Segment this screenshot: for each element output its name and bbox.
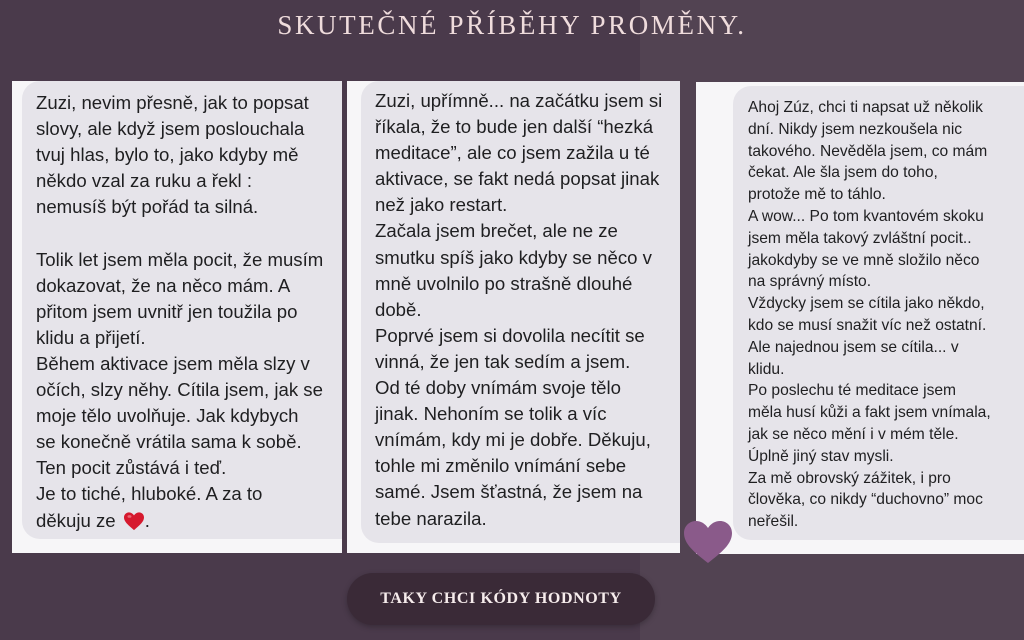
testimonial-body: Zuzi, nevim přesně, jak to popsat slovy, ale když jsem poslouchala tvuj hlas, bylo to, jako kdyby mě někdo vzal za ruku a řekl : nemusíš být pořád ta silná. Tolik let jsem měla pocit, že musím dokazovat, že na něco mám. A přitom jsem uvnitř jen toužila po klidu a přijetí. Během aktivace jsem měla slzy v očích, slzy něhy. Cítila jsem, jak se moje tělo uvolňuje. Jak kdybych se konečně vrátila sama k sobě. Ten pocit zůstává i teď. Je to tiché, hluboké. A za to děkuju ze bbox=[36, 92, 324, 531]
page-title: SKUTEČNÉ PŘÍBĚHY PROMĚNY. bbox=[277, 10, 747, 40]
testimonial-card bbox=[347, 81, 680, 553]
red-heart-icon bbox=[123, 511, 145, 538]
testimonial-text: Ahoj Zúz, chci ti napsat už několik dní. Nikdy jsem nezkoušela nic takového. Nevěděla jsem, co mám čekat. Ale šla jsem do toho, protože mě to táhlo. A wow... Po tom kvantovém skoku jsem měla takový zvláštní pocit.. jakokdyby se ve mně složilo něco na správný místo. Vždycky jsem se cítila jako někdo, kdo se musí snažit víc než ostatní. Ale najednou jsem se cítila... v klidu. Po poslechu té meditace jsem měla husí kůži a fakt jsem vnímala, jak se něco mění i v mém těle. Úplně jiný stav mysli. Za mě obrovský zážitek, i pro člověka, co nikdy “duchovno” moc neřešil. bbox=[748, 99, 991, 531]
testimonial-end-mark: . bbox=[144, 509, 150, 531]
testimonial-card bbox=[12, 81, 342, 553]
testimonial-text bbox=[36, 90, 323, 538]
purple-heart-icon bbox=[682, 519, 734, 565]
cta-button[interactable]: TAKY CHCI KÓDY HODNOTY bbox=[347, 573, 655, 625]
testimonial-text: Zuzi, upřímně... na začátku jsem si říkala, že to bude jen další “hezká meditace”, ale co jsem zažila u té aktivace, se fakt nedá popsat jinak než jako restart. Začala jsem brečet, ale ne ze smutku spíš jako kdyby se něco v mně uvolnilo po strašně dlouhé době. Poprvé jsem si dovolila necítit se vinná, že jen tak sedím a jsem. Od té doby vnímám svoje tělo jinak. Nehoním se tolik a víc vnímám, kdy mi je dobře. Děkuju, tohle mi změnilo vnímání sebe samé. Jsem šťastná, že jsem na tebe narazila. bbox=[375, 90, 663, 529]
testimonial-card bbox=[696, 82, 1024, 554]
